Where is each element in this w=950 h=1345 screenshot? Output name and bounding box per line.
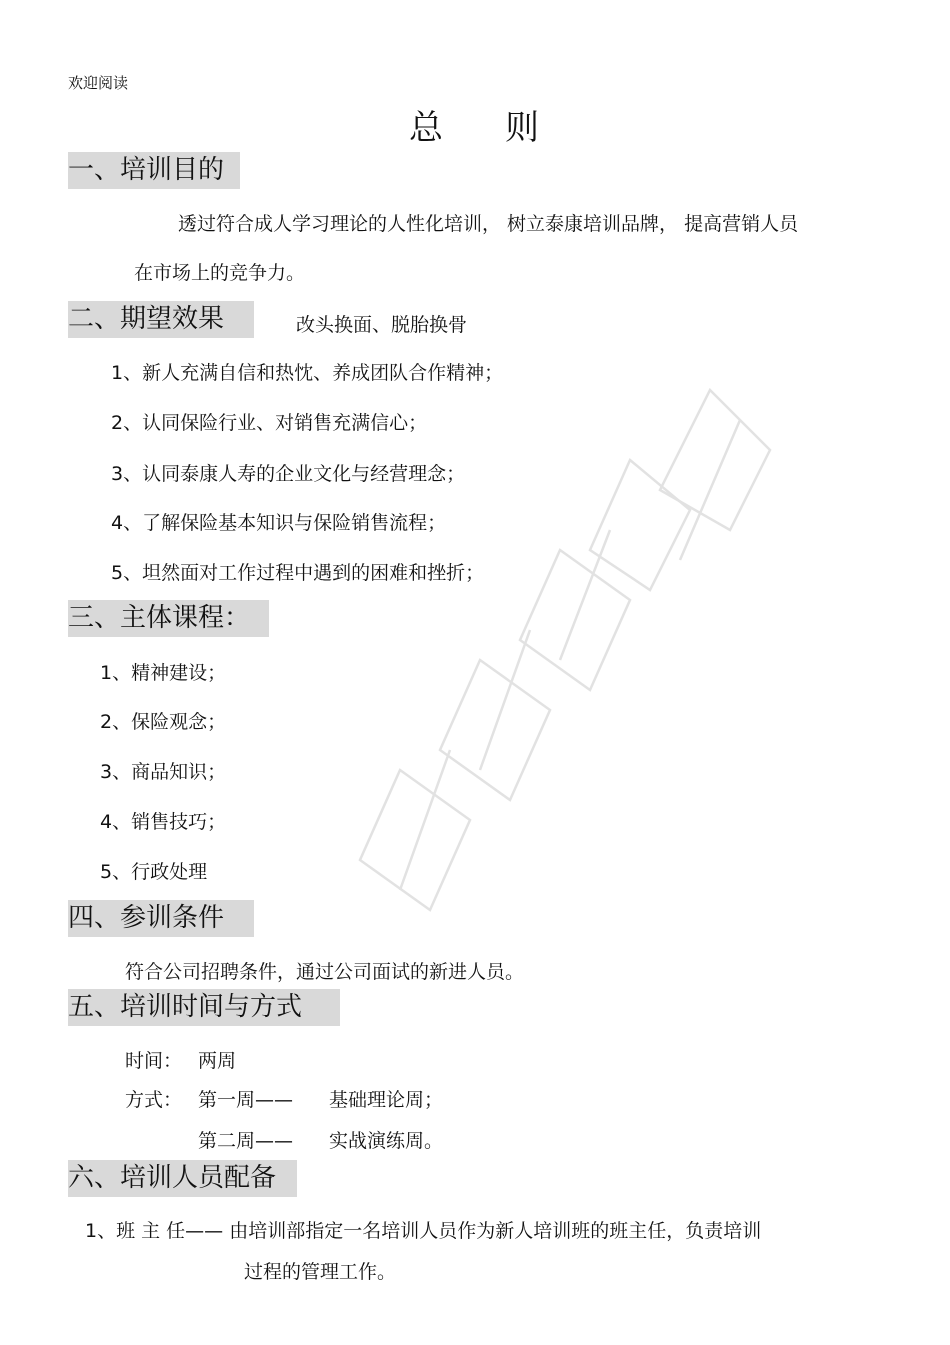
mode-label: 方式：	[125, 1089, 183, 1111]
section-1-paragraph-line-1: 透过符合成人学习理论的人性化培训， 树立泰康培训品牌， 提高营销人员	[178, 213, 799, 235]
list-item: 3、商品知识；	[100, 761, 227, 783]
list-item: 3、认同泰康人寿的企业文化与经营理念；	[111, 463, 466, 485]
list-item: 1、新人充满自信和热忱、养成团队合作精神；	[111, 362, 504, 384]
list-item: 2、保险观念；	[100, 711, 227, 733]
section-heading-6: 六、培训人员配备	[68, 1160, 297, 1197]
list-item: 4、了解保险基本知识与保险销售流程；	[111, 512, 447, 534]
section-1-paragraph-line-2: 在市场上的竞争力。	[134, 262, 306, 284]
week-1-label: 第一周——	[198, 1089, 294, 1111]
section-heading-2: 二、期望效果	[68, 301, 254, 338]
list-item: 2、认同保险行业、对销售充满信心；	[111, 412, 428, 434]
week-2-label: 第二周——	[198, 1130, 294, 1152]
section-6-item-line-2: 过程的管理工作。	[244, 1261, 397, 1283]
section-2-subtitle: 改头换面、脱胎换骨	[296, 314, 468, 336]
list-item: 4、销售技巧；	[100, 811, 227, 833]
title-char-1: 总	[409, 108, 445, 148]
time-value: 两周	[198, 1050, 237, 1072]
week-1-description: 基础理论周；	[329, 1089, 444, 1111]
section-heading-3: 三、主体课程：	[68, 600, 269, 637]
section-heading-4: 四、参训条件	[68, 900, 254, 937]
header-label: 欢迎阅读	[68, 74, 129, 92]
list-item: 5、行政处理	[100, 861, 208, 883]
section-4-text: 符合公司招聘条件，通过公司面试的新进人员。	[125, 961, 525, 983]
list-item: 1、精神建设；	[100, 662, 227, 684]
section-heading-5: 五、培训时间与方式	[68, 989, 340, 1026]
title-char-2: 则	[505, 108, 541, 148]
week-2-description: 实战演练周。	[329, 1130, 444, 1152]
section-6-item-line-1: 1、班 主 任—— 由培训部指定一名培训人员作为新人培训班的班主任，负责培训	[85, 1220, 762, 1242]
time-label: 时间：	[125, 1050, 183, 1072]
section-heading-1: 一、培训目的	[68, 152, 240, 189]
page-title	[0, 100, 950, 149]
list-item: 5、坦然面对工作过程中遇到的困难和挫折；	[111, 562, 485, 584]
